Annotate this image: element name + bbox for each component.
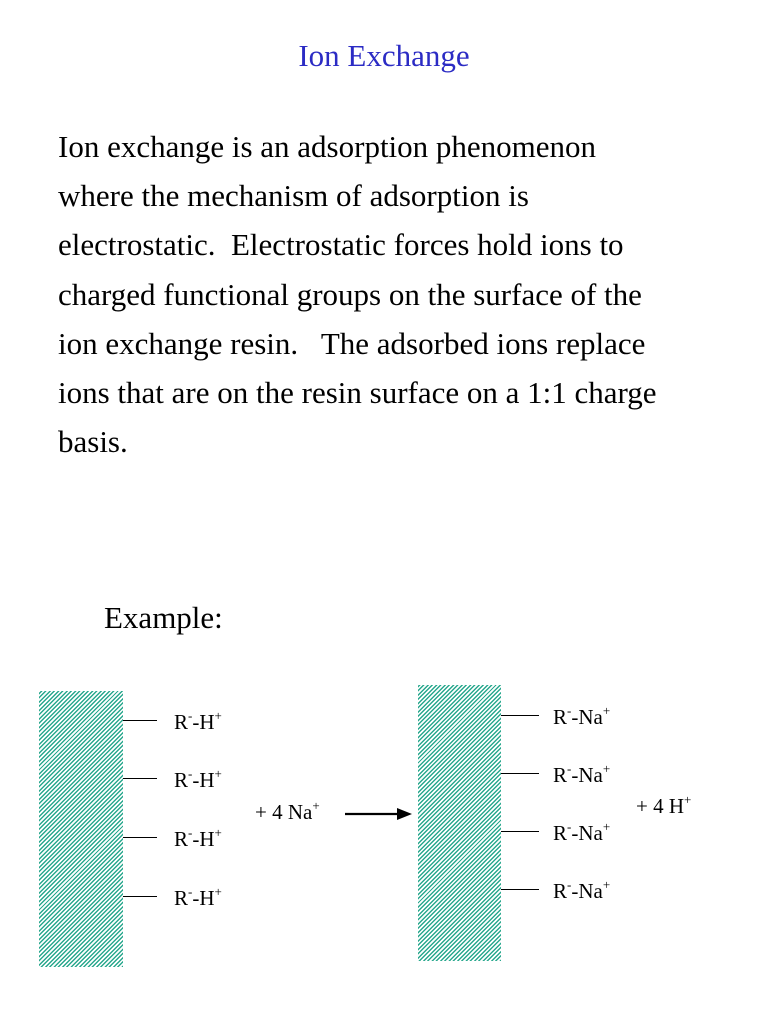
added-reagent: + 4 Na+ — [255, 798, 320, 824]
bond-line — [123, 896, 157, 897]
paragraph-line: charged functional groups on the surface of the — [58, 276, 642, 312]
bond-line — [501, 715, 539, 716]
definition-paragraph — [58, 122, 728, 466]
bond-line — [501, 831, 539, 832]
released-product: + 4 H+ — [636, 792, 692, 818]
reactant-group: R--H+ — [174, 884, 222, 910]
bond-line — [501, 889, 539, 890]
paragraph-line: basis. — [58, 424, 128, 460]
product-group: R--Na+ — [553, 877, 611, 903]
reactant-group: R--H+ — [174, 708, 222, 734]
paragraph-line: Ion exchange is an adsorption phenomenon — [58, 129, 597, 164]
bond-line — [123, 720, 157, 721]
bond-line — [501, 773, 539, 774]
bond-line — [123, 837, 157, 838]
product-group: R--Na+ — [553, 819, 611, 845]
paragraph-line: electrostatic. Electrostatic forces hold ions to — [58, 227, 624, 263]
resin-surface-left — [39, 691, 123, 967]
example-label: Example: — [104, 600, 223, 635]
page-title: Ion Exchange — [298, 38, 470, 73]
reaction-arrow-icon — [345, 805, 413, 823]
paragraph-line: where the mechanism of adsorption is — [58, 178, 529, 214]
reactant-group: R--H+ — [174, 825, 222, 851]
paragraph-line: ions that are on the resin surface on a 1:1 charge — [58, 375, 657, 411]
bond-line — [123, 778, 157, 779]
product-group: R--Na+ — [553, 703, 611, 729]
product-group: R--Na+ — [553, 761, 611, 787]
resin-surface-right — [418, 685, 501, 961]
paragraph-line: ion exchange resin. The adsorbed ions replace — [58, 325, 646, 361]
reactant-group: R--H+ — [174, 766, 222, 792]
